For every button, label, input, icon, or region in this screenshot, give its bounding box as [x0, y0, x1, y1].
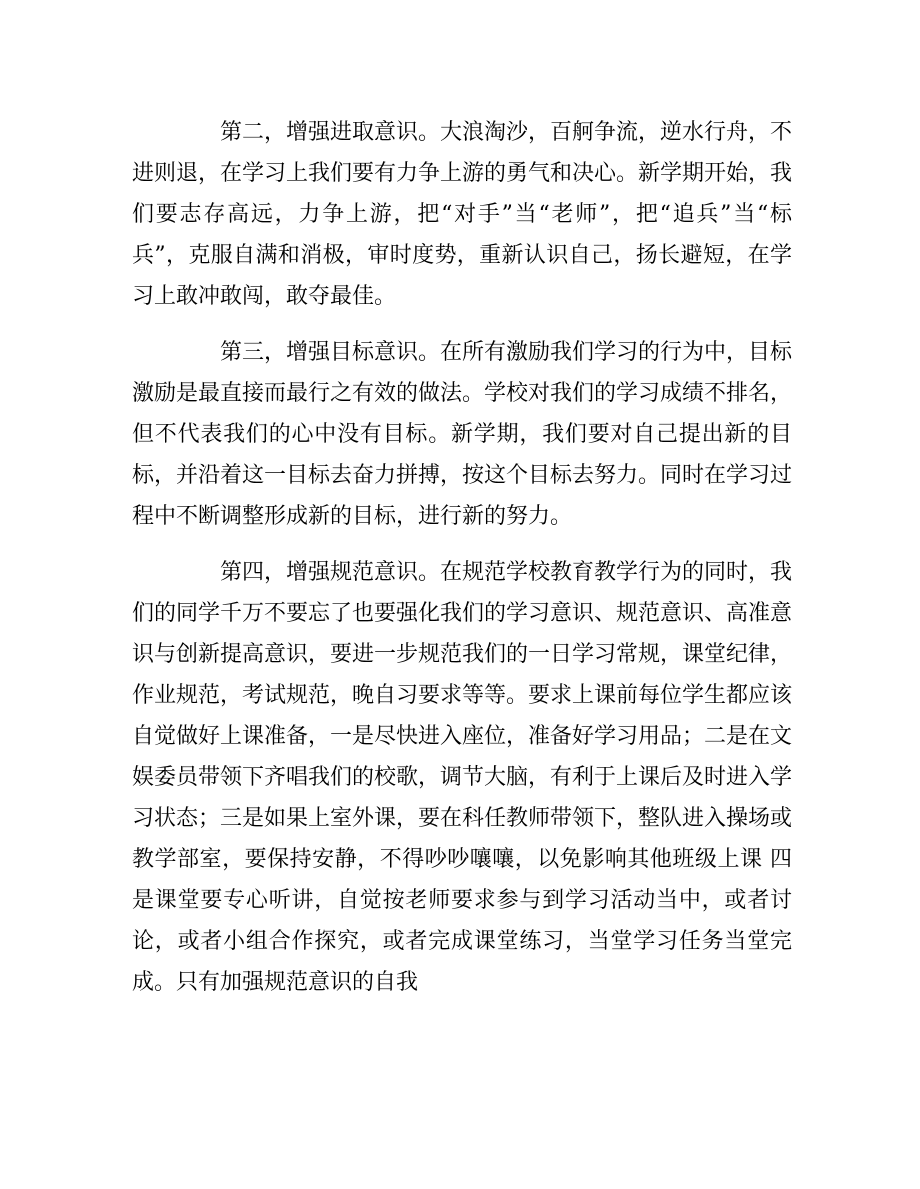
document-body	[132, 112, 792, 1018]
paragraph-third-point: 第三，增强目标意识。在所有激励我们学习的行为中，目标激励是最直接而最行之有效的做法。学校对我们的学习成绩不排名，但不代表我们的心中没有目标。新学期，我们要对自己提出新的目标，并沿着这一目标去奋力拼搏，按这个目标去努力。同时在学习过程中不断调整形成新的目标，进行新的努力。	[132, 340, 793, 529]
paragraph-second-point: 第二，增强进取意识。大浪淘沙，百舸争流，逆水行舟，不进则退，在学习上我们要有力争上游的勇气和决心。新学期开始，我们要志存高远，力争上游，把“对手”当“老师”，把“追兵”当“标兵”，克服自满和消极，审时度势，重新认识自己，扬长避短，在学习上敢冲敢闯，敢夺最佳。	[132, 120, 793, 309]
paragraph-fourth-point: 第四，增强规范意识。在规范学校教育教学行为的同时，我们的同学千万不要忘了也要强化我们的学习意识、规范意识、高准意识与创新提高意识，要进一步规范我们的一日学习常规，课堂纪律，作业规范，考试规范，晚自习要求等等。要求上课前每位学生都应该自觉做好上课准备，一是尽快进入座位，准备好学习用品；二是在文娱委员带领下齐唱我们的校歌，调节大脑，有利于上课后及时进入学习状态；三是如果上室外课，要在科任教师带领下，整队进入操场或教学部室，要保持安静，不得吵吵嚷嚷，以免影响其他班级上课 四是课堂要专心听讲，自觉按老师要求参与到学习活动当中，或者讨论，或者小组合作探究，或者完成课堂练习，当堂学习任务当堂完成。只有加强规范意识的自我	[132, 560, 793, 995]
